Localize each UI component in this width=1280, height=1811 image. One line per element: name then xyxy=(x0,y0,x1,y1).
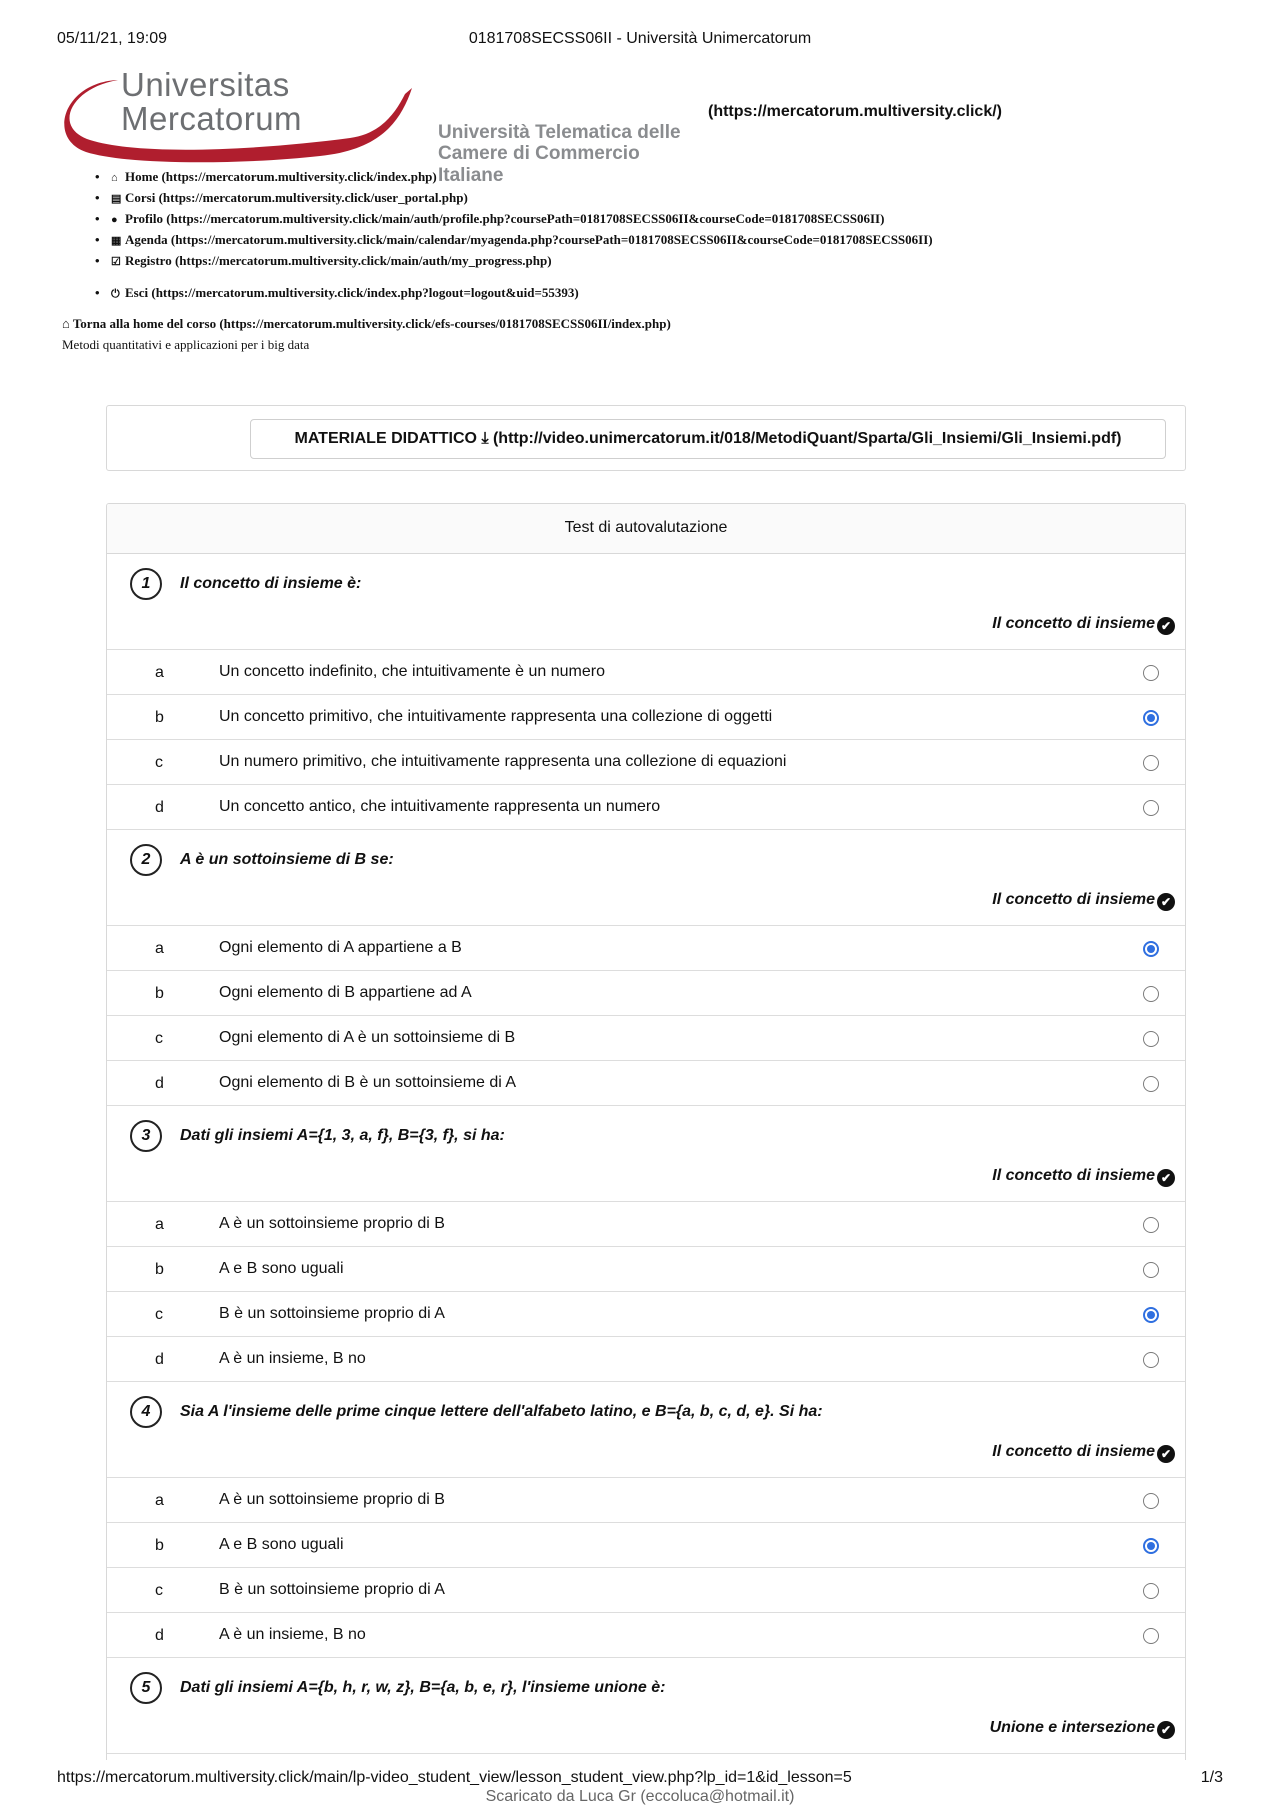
question-header xyxy=(107,1658,1185,1754)
option-text: Ogni elemento di B è un sottoinsieme di A xyxy=(219,1074,517,1091)
option-letter: c xyxy=(155,754,163,771)
option-letter: d xyxy=(155,1627,164,1644)
home-icon: ⌂ xyxy=(62,316,73,331)
answer-option[interactable] xyxy=(107,1568,1185,1613)
answer-option[interactable] xyxy=(107,1247,1185,1292)
logo-subtitle-line1: Università Telematica delle xyxy=(438,122,681,143)
option-letter: d xyxy=(155,1351,164,1368)
option-radio[interactable] xyxy=(1143,1307,1159,1323)
logo-link[interactable]: (https://mercatorum.multiversity.click/) xyxy=(708,103,1002,120)
question-topic-label: Unione e intersezione xyxy=(989,1719,1155,1736)
option-radio[interactable] xyxy=(1143,1583,1159,1599)
check-circle-icon: ✔ xyxy=(1157,617,1175,635)
course-name: Metodi quantitativi e applicazioni per i big data xyxy=(62,337,310,352)
footer-download-note: Scaricato da Luca Gr (eccoluca@hotmail.it) xyxy=(485,1788,795,1805)
option-text: Un concetto antico, che intuitivamente rappresenta un numero xyxy=(219,798,661,815)
option-letter: c xyxy=(155,1306,163,1323)
option-radio[interactable] xyxy=(1143,941,1159,957)
nav-item-label: Corsi (https://mercatorum.multiversity.click/user_portal.php) xyxy=(125,190,468,205)
check-circle-icon: ✔ xyxy=(1157,1445,1175,1463)
logo-subtitle-line2: Camere di Commercio Italiane xyxy=(438,143,640,186)
answer-option[interactable] xyxy=(107,695,1185,740)
logo-name-line1: Universitas xyxy=(121,66,290,103)
footer-page-number: 1/3 xyxy=(1200,1769,1223,1786)
answer-option[interactable] xyxy=(107,1337,1185,1382)
option-text: B è un sottoinsieme proprio di A xyxy=(219,1305,445,1322)
question-text: Dati gli insiemi A={1, 3, a, f}, B={3, f}, si ha: xyxy=(180,1127,505,1144)
option-radio[interactable] xyxy=(1143,665,1159,681)
option-radio[interactable] xyxy=(1143,986,1159,1002)
nav-item-label: Profilo (https://mercatorum.multiversity.click/main/auth/profile.php?coursePath=0181708SECSS06II&courseCode=0181708SECSS06II) xyxy=(125,211,885,226)
option-text: Un numero primitivo, che intuitivamente rappresenta una collezione di equazioni xyxy=(219,753,787,770)
back-to-course-link[interactable] xyxy=(62,316,671,332)
option-radio[interactable] xyxy=(1143,1628,1159,1644)
user-icon: ● xyxy=(111,214,118,226)
material-label: MATERIALE DIDATTICO xyxy=(294,430,477,447)
option-text: A e B sono uguali xyxy=(219,1260,344,1277)
option-letter: a xyxy=(155,940,164,957)
question-topic-label: Il concetto di insieme xyxy=(992,1443,1155,1460)
question-number: 3 xyxy=(130,1120,162,1152)
question-header xyxy=(107,554,1185,650)
question-number: 5 xyxy=(130,1672,162,1704)
option-radio[interactable] xyxy=(1143,755,1159,771)
checkbox-icon: ☑ xyxy=(111,256,121,268)
question-header xyxy=(107,1106,1185,1202)
print-date: 05/11/21, 19:09 xyxy=(57,30,168,47)
nav-item-label: Home (https://mercatorum.multiversity.click/index.php) xyxy=(125,169,437,184)
answer-option[interactable] xyxy=(107,1523,1185,1568)
logo-name-line2: Mercatorum xyxy=(121,100,303,137)
question xyxy=(107,1382,1185,1658)
download-icon: ⤓ xyxy=(481,430,489,447)
power-icon: ⏻ xyxy=(111,288,120,300)
answer-option[interactable] xyxy=(107,926,1185,971)
check-circle-icon: ✔ xyxy=(1157,893,1175,911)
option-radio[interactable] xyxy=(1143,1493,1159,1509)
option-letter: b xyxy=(155,1537,164,1554)
question-text: Sia A l'insieme delle prime cinque lettere dell'alfabeto latino, e B={a, b, c, d, e}. Si ha: xyxy=(180,1403,823,1420)
book-icon: ▤ xyxy=(111,193,122,205)
option-letter: b xyxy=(155,1261,164,1278)
quiz-panel xyxy=(106,503,1186,1760)
question-number: 1 xyxy=(130,568,162,600)
quiz-title: Test di autovalutazione xyxy=(107,504,1185,554)
answer-option[interactable] xyxy=(107,1478,1185,1523)
option-letter: c xyxy=(155,1030,163,1047)
answer-option[interactable] xyxy=(107,1613,1185,1658)
check-circle-icon: ✔ xyxy=(1157,1169,1175,1187)
option-text: A è un insieme, B no xyxy=(219,1626,366,1643)
option-text: B è un sottoinsieme proprio di A xyxy=(219,1581,445,1598)
option-letter: c xyxy=(155,1582,163,1599)
nav-item-home[interactable] xyxy=(95,166,933,187)
main-nav xyxy=(95,166,933,303)
material-download-button[interactable] xyxy=(250,419,1166,459)
nav-item-profile[interactable] xyxy=(95,208,933,229)
material-box xyxy=(106,405,1186,471)
nav-item-courses[interactable] xyxy=(95,187,933,208)
answer-option[interactable] xyxy=(107,1292,1185,1337)
question xyxy=(107,1106,1185,1382)
footer-url: https://mercatorum.multiversity.click/main/lp-video_student_view/lesson_student_view.php?lp_id=1&id_lesson=5 xyxy=(57,1769,852,1786)
question-topic xyxy=(992,1167,1175,1187)
option-text: Ogni elemento di A appartiene a B xyxy=(219,939,462,956)
print-header xyxy=(57,30,1223,54)
option-radio[interactable] xyxy=(1143,1076,1159,1092)
nav-item-logout[interactable] xyxy=(95,282,933,303)
question-topic xyxy=(992,891,1175,911)
question-text: A è un sottoinsieme di B se: xyxy=(180,851,394,868)
check-circle-icon: ✔ xyxy=(1157,1721,1175,1739)
answer-option[interactable] xyxy=(107,650,1185,695)
answer-option[interactable] xyxy=(107,785,1185,830)
question-header xyxy=(107,830,1185,926)
nav-item-label: Esci (https://mercatorum.multiversity.click/index.php?logout=logout&uid=55393) xyxy=(125,285,579,300)
question-topic-label: Il concetto di insieme xyxy=(992,1167,1155,1184)
question xyxy=(107,830,1185,1106)
option-radio[interactable] xyxy=(1143,1031,1159,1047)
nav-item-registro[interactable] xyxy=(95,250,933,271)
option-text: A e B sono uguali xyxy=(219,1536,344,1553)
option-radio[interactable] xyxy=(1143,710,1159,726)
option-radio[interactable] xyxy=(1143,800,1159,816)
option-text: Un concetto indefinito, che intuitivamente è un numero xyxy=(219,663,606,680)
option-letter: d xyxy=(155,799,164,816)
question-topic-label: Il concetto di insieme xyxy=(992,615,1155,632)
question-topic-label: Il concetto di insieme xyxy=(992,891,1155,908)
option-letter: a xyxy=(155,664,164,681)
material-link: (http://video.unimercatorum.it/018/MetodiQuant/Sparta/Gli_Insiemi/Gli_Insiemi.pdf) xyxy=(492,430,1122,447)
nav-item-agenda[interactable] xyxy=(95,229,933,250)
option-radio[interactable] xyxy=(1143,1538,1159,1554)
print-title: 0181708SECSS06II - Università Unimercatorum xyxy=(468,30,812,47)
option-letter: b xyxy=(155,985,164,1002)
question-text: Il concetto di insieme è: xyxy=(180,575,362,592)
option-radio[interactable] xyxy=(1143,1352,1159,1368)
question-number: 4 xyxy=(130,1396,162,1428)
nav-item-label: Registro (https://mercatorum.multiversity.click/main/auth/my_progress.php) xyxy=(125,253,552,268)
option-letter: a xyxy=(155,1492,164,1509)
question-number: 2 xyxy=(130,844,162,876)
answer-option[interactable] xyxy=(107,971,1185,1016)
question-header xyxy=(107,1382,1185,1478)
option-text: A è un sottoinsieme proprio di B xyxy=(219,1491,445,1508)
question-list xyxy=(107,554,1185,1754)
option-text: A è un sottoinsieme proprio di B xyxy=(219,1215,445,1232)
question xyxy=(107,554,1185,830)
calendar-icon: ▦ xyxy=(111,235,122,247)
option-radio[interactable] xyxy=(1143,1262,1159,1278)
answer-option[interactable] xyxy=(107,1061,1185,1106)
option-text: Ogni elemento di A è un sottoinsieme di B xyxy=(219,1029,516,1046)
answer-option[interactable] xyxy=(107,1202,1185,1247)
home-icon: ⌂ xyxy=(111,172,118,184)
question-topic xyxy=(992,1443,1175,1463)
option-letter: b xyxy=(155,709,164,726)
option-text: Ogni elemento di B appartiene ad A xyxy=(219,984,472,1001)
back-link-label: Torna alla home del corso (https://mercatorum.multiversity.click/efs-courses/0181708SECSS06II/index.php) xyxy=(72,316,671,331)
option-radio[interactable] xyxy=(1143,1217,1159,1233)
question xyxy=(107,1658,1185,1754)
option-text: A è un insieme, B no xyxy=(219,1350,366,1367)
nav-item-label: Agenda (https://mercatorum.multiversity.click/main/calendar/myagenda.php?coursePath=0181708SECSS06II&courseCode=0181708SECSS06II) xyxy=(125,232,933,247)
answer-option[interactable] xyxy=(107,740,1185,785)
question-topic xyxy=(990,1719,1175,1739)
option-letter: a xyxy=(155,1216,164,1233)
option-letter: d xyxy=(155,1075,164,1092)
question-topic xyxy=(992,615,1175,635)
answer-option[interactable] xyxy=(107,1016,1185,1061)
option-text: Un concetto primitivo, che intuitivamente rappresenta una collezione di oggetti xyxy=(219,708,773,725)
question-text: Dati gli insiemi A={b, h, r, w, z}, B={a, b, e, r}, l'insieme unione è: xyxy=(180,1679,666,1696)
